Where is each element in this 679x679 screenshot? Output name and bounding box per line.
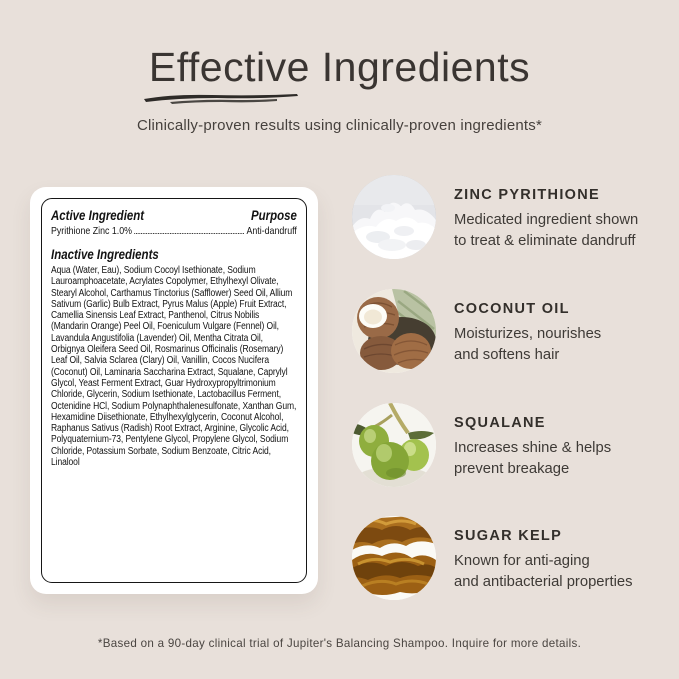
inactive-ingredients-heading: Inactive Ingredients [51, 247, 159, 262]
active-ingredient-heading: Active Ingredient [51, 208, 145, 223]
ingredient-description-line1: Medicated ingredient shown [454, 212, 639, 228]
ingredient-row-squalane [352, 403, 611, 487]
footnote: *Based on a 90-day clinical trial of Jupiter's Balancing Shampoo. Inquire for more details. [97, 637, 582, 650]
dotted-leader [135, 233, 244, 234]
ingredient-name: SQUALANE [454, 415, 546, 431]
ingredient-description-line1: Moisturizes, nourishes [454, 326, 602, 342]
ingredient-name: SUGAR KELP [454, 528, 563, 544]
active-ingredient-purpose: Anti-dandruff [246, 226, 297, 237]
ingredient-name: COCONUT OIL [454, 301, 570, 317]
page-subtitle: Clinically-proven results using clinically-proven ingredients* [136, 117, 543, 134]
ingredient-description-line2: to treat & eliminate dandruff [454, 232, 636, 249]
active-ingredient-name: Pyrithione Zinc 1.0% [51, 226, 133, 237]
olives-photo [352, 403, 436, 487]
purpose-heading: Purpose [250, 208, 297, 223]
label-border-box [41, 198, 307, 583]
ingredient-description-line1: Increases shine & helps [454, 440, 612, 456]
ingredient-row-zinc-pyrithione [352, 175, 638, 259]
ingredient-description-line2: and antibacterial properties [454, 573, 633, 590]
ingredient-label-card [30, 187, 318, 594]
ingredient-row-coconut-oil [352, 289, 601, 373]
brush-underline-icon [142, 91, 300, 107]
ingredient-description-line2: and softens hair [454, 346, 560, 363]
zinc-pyrithione-powder-photo [352, 175, 436, 259]
ingredient-name: ZINC PYRITHIONE [454, 187, 600, 203]
ingredient-description-line1: Known for anti-aging [454, 553, 590, 569]
inactive-ingredients-list: Aqua (Water, Eau), Sodium Cocoyl Isethionate, Sodium Lauroamphoacetate, Acrylates Copolymer, Ethylhexyl Olivate, Stearyl Alcohol, Carthamus Tinctorius (Safflower) Seed Oil, Allium Sativum (Garlic) Bulb Extract, Pyrus Malus (Apple) Fruit Extract, Camellia Sinensis Leaf Extract, Panthenol, Citrus Nobilis (Mandarin Orange) Peel Oil, Foeniculum Vulgare (Fennel) Oil, Lavandula Angustifolia (Lavender) Oil, Mentha Citrata Oil, Orbignya Oleifera Seed Oil, Rosmarinus Officinalis (Rosemary) Leaf Oil, Salvia Sclarea (Clary) Oil, Vanillin, Cocos Nucifera (Coconut) Oil, Laminaria Saccharina Extract, Squalane, Caprylyl Glycol, Yeast Ferment Extract, Guar Hydroxypropyltrimonium Chloride, Glycerin, Sodium Isethionate, Lactobacillus Ferment, Octenidine HCl, Sodium Polynaphthalenesulfonate, Xanthan Gum, Hexamidine Diisethionate, Ethylhexylglycerin, Coconut Alcohol, Raphanus Sativus (Radish) Root Extract, Arginine, Glycolic Acid, Polyquaternium-73, Pentylene Glycol, Propylene Glycol, Sodium Chloride, Potassium Sorbate, Sodium Benzoate, Citric Acid, Linalool [51, 265, 297, 469]
ingredient-description-line2: prevent breakage [454, 460, 570, 477]
sugar-kelp-photo [352, 516, 436, 600]
coconut-photo [352, 289, 436, 373]
page-title: Effective Ingredients [148, 44, 531, 90]
ingredient-row-sugar-kelp [352, 516, 633, 600]
